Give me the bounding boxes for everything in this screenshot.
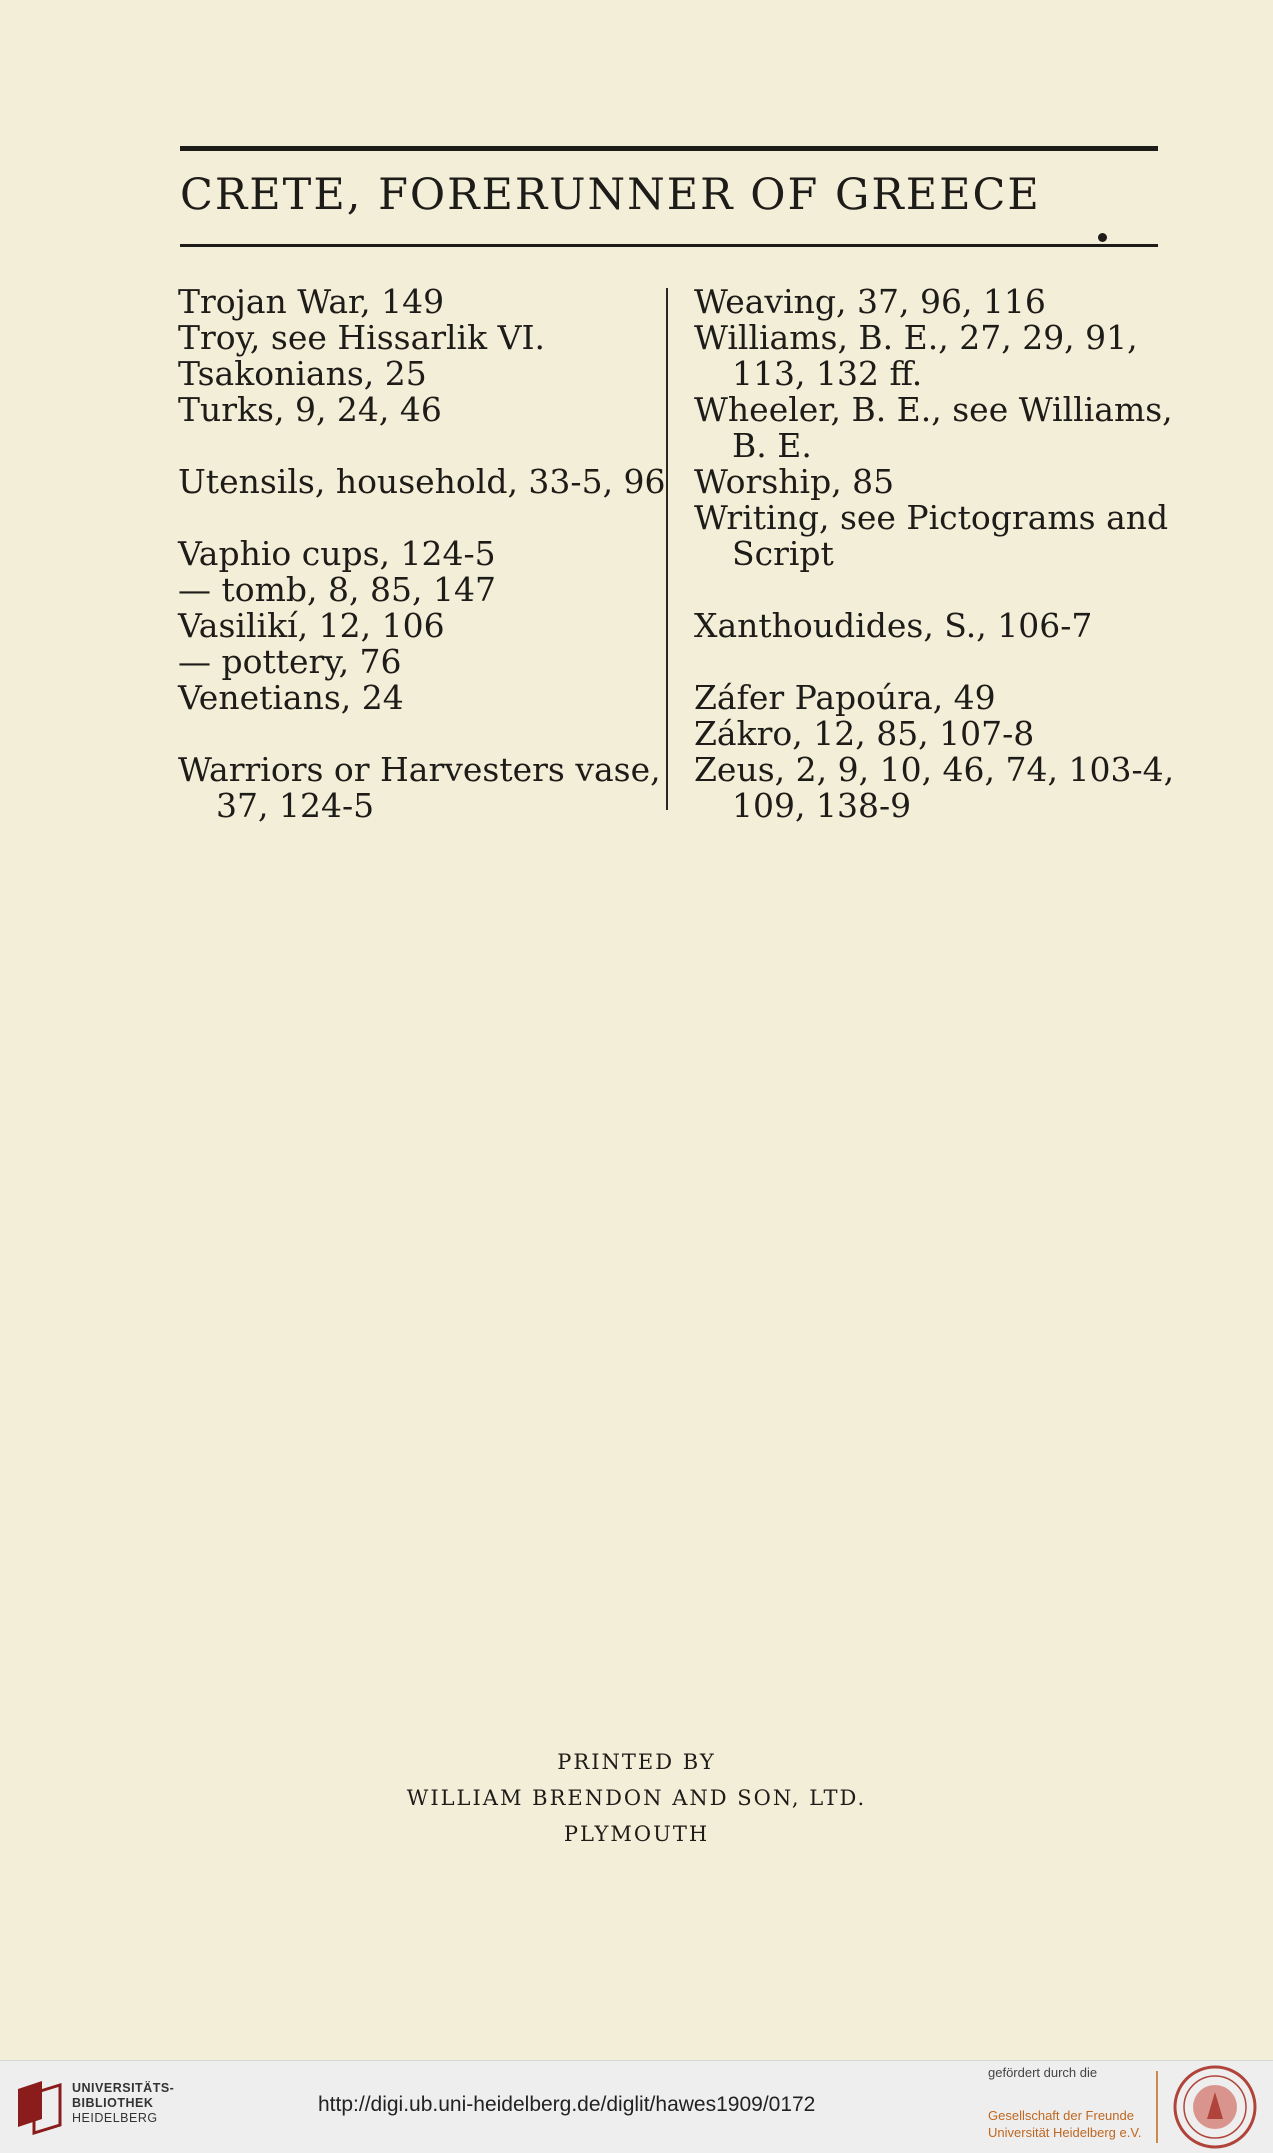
index-entry: Weaving, 37, 96, 116 [694,282,1046,321]
index-entry-continuation: B. E. [732,426,812,465]
index-entry: — pottery, 76 [178,642,402,681]
index-entry-continuation: Script [732,534,834,573]
index-entry: Zákro, 12, 85, 107-8 [694,714,1035,753]
index-entry: Venetians, 24 [178,678,404,717]
index-entry: Writing, see Pictograms and [694,498,1169,537]
index-entry: Tsakonians, 25 [178,354,427,393]
index-entry: Trojan War, 149 [178,282,445,321]
index-entry-continuation: 113, 132 ff. [732,354,923,393]
viewer-footer [0,2060,1273,2153]
index-entry: Warriors or Harvesters vase, [178,750,661,789]
index-entry: Worship, 85 [694,462,895,501]
sponsor-divider [1156,2071,1158,2143]
sponsor-name-line2: Universität Heidelberg e.V. [988,2125,1142,2140]
index-entry-continuation: 109, 138-9 [732,786,912,825]
library-name-line2: BIBLIOTHEK [72,2096,154,2110]
index-entry: Utensils, household, 33-5, 96 [178,462,666,501]
index-entry: Záfer Papoúra, 49 [694,678,996,717]
header-rule-dot [1098,233,1107,242]
index-entry: Wheeler, B. E., see Williams, [694,390,1173,429]
index-entry: Williams, B. E., 27, 29, 91, [694,318,1138,357]
library-name [72,2081,174,2126]
colophon-printed-by: PRINTED BY [557,1750,716,1774]
library-name-line3: HEIDELBERG [72,2111,158,2125]
sponsor-label: gefördert durch die [988,2065,1098,2080]
ub-heidelberg-logo-icon [12,2079,66,2135]
index-entry: — tomb, 8, 85, 147 [178,570,496,609]
index-column-right [694,282,1175,825]
index-entry: Xanthoudides, S., 106-7 [694,606,1093,645]
header-rule-top [180,146,1158,151]
university-seal-icon [1172,2064,1258,2150]
index-entry: Vasilikí, 12, 106 [178,606,445,645]
index-gap [178,716,648,752]
index-gap [178,500,648,536]
sponsor-name-line1: Gesellschaft der Freunde [988,2108,1134,2123]
index-entry-continuation: 37, 124-5 [216,786,375,825]
index-entry: Turks, 9, 24, 46 [178,390,442,429]
running-head: CRETE, FORERUNNER OF GREECE [180,170,1041,220]
column-divider [666,288,668,810]
permalink-url[interactable]: http://digi.ub.uni-heidelberg.de/diglit/hawes1909/0172 [318,2093,816,2116]
sponsor-name [988,2107,1141,2141]
index-column-left [178,282,666,825]
index-entry: Vaphio cups, 124-5 [178,534,496,573]
index-gap [694,644,1158,680]
colophon-place: PLYMOUTH [563,1822,710,1846]
colophon-printer: WILLIAM BRENDON AND SON, LTD. [406,1786,867,1810]
index-entry: Zeus, 2, 9, 10, 46, 74, 103-4, [694,750,1175,789]
header-rule-bottom [180,244,1158,247]
library-name-line1: UNIVERSITÄTS- [72,2081,175,2095]
index-entry: Troy, see Hissarlik VI. [178,318,545,357]
index-gap [178,428,648,464]
index-gap [694,572,1158,608]
